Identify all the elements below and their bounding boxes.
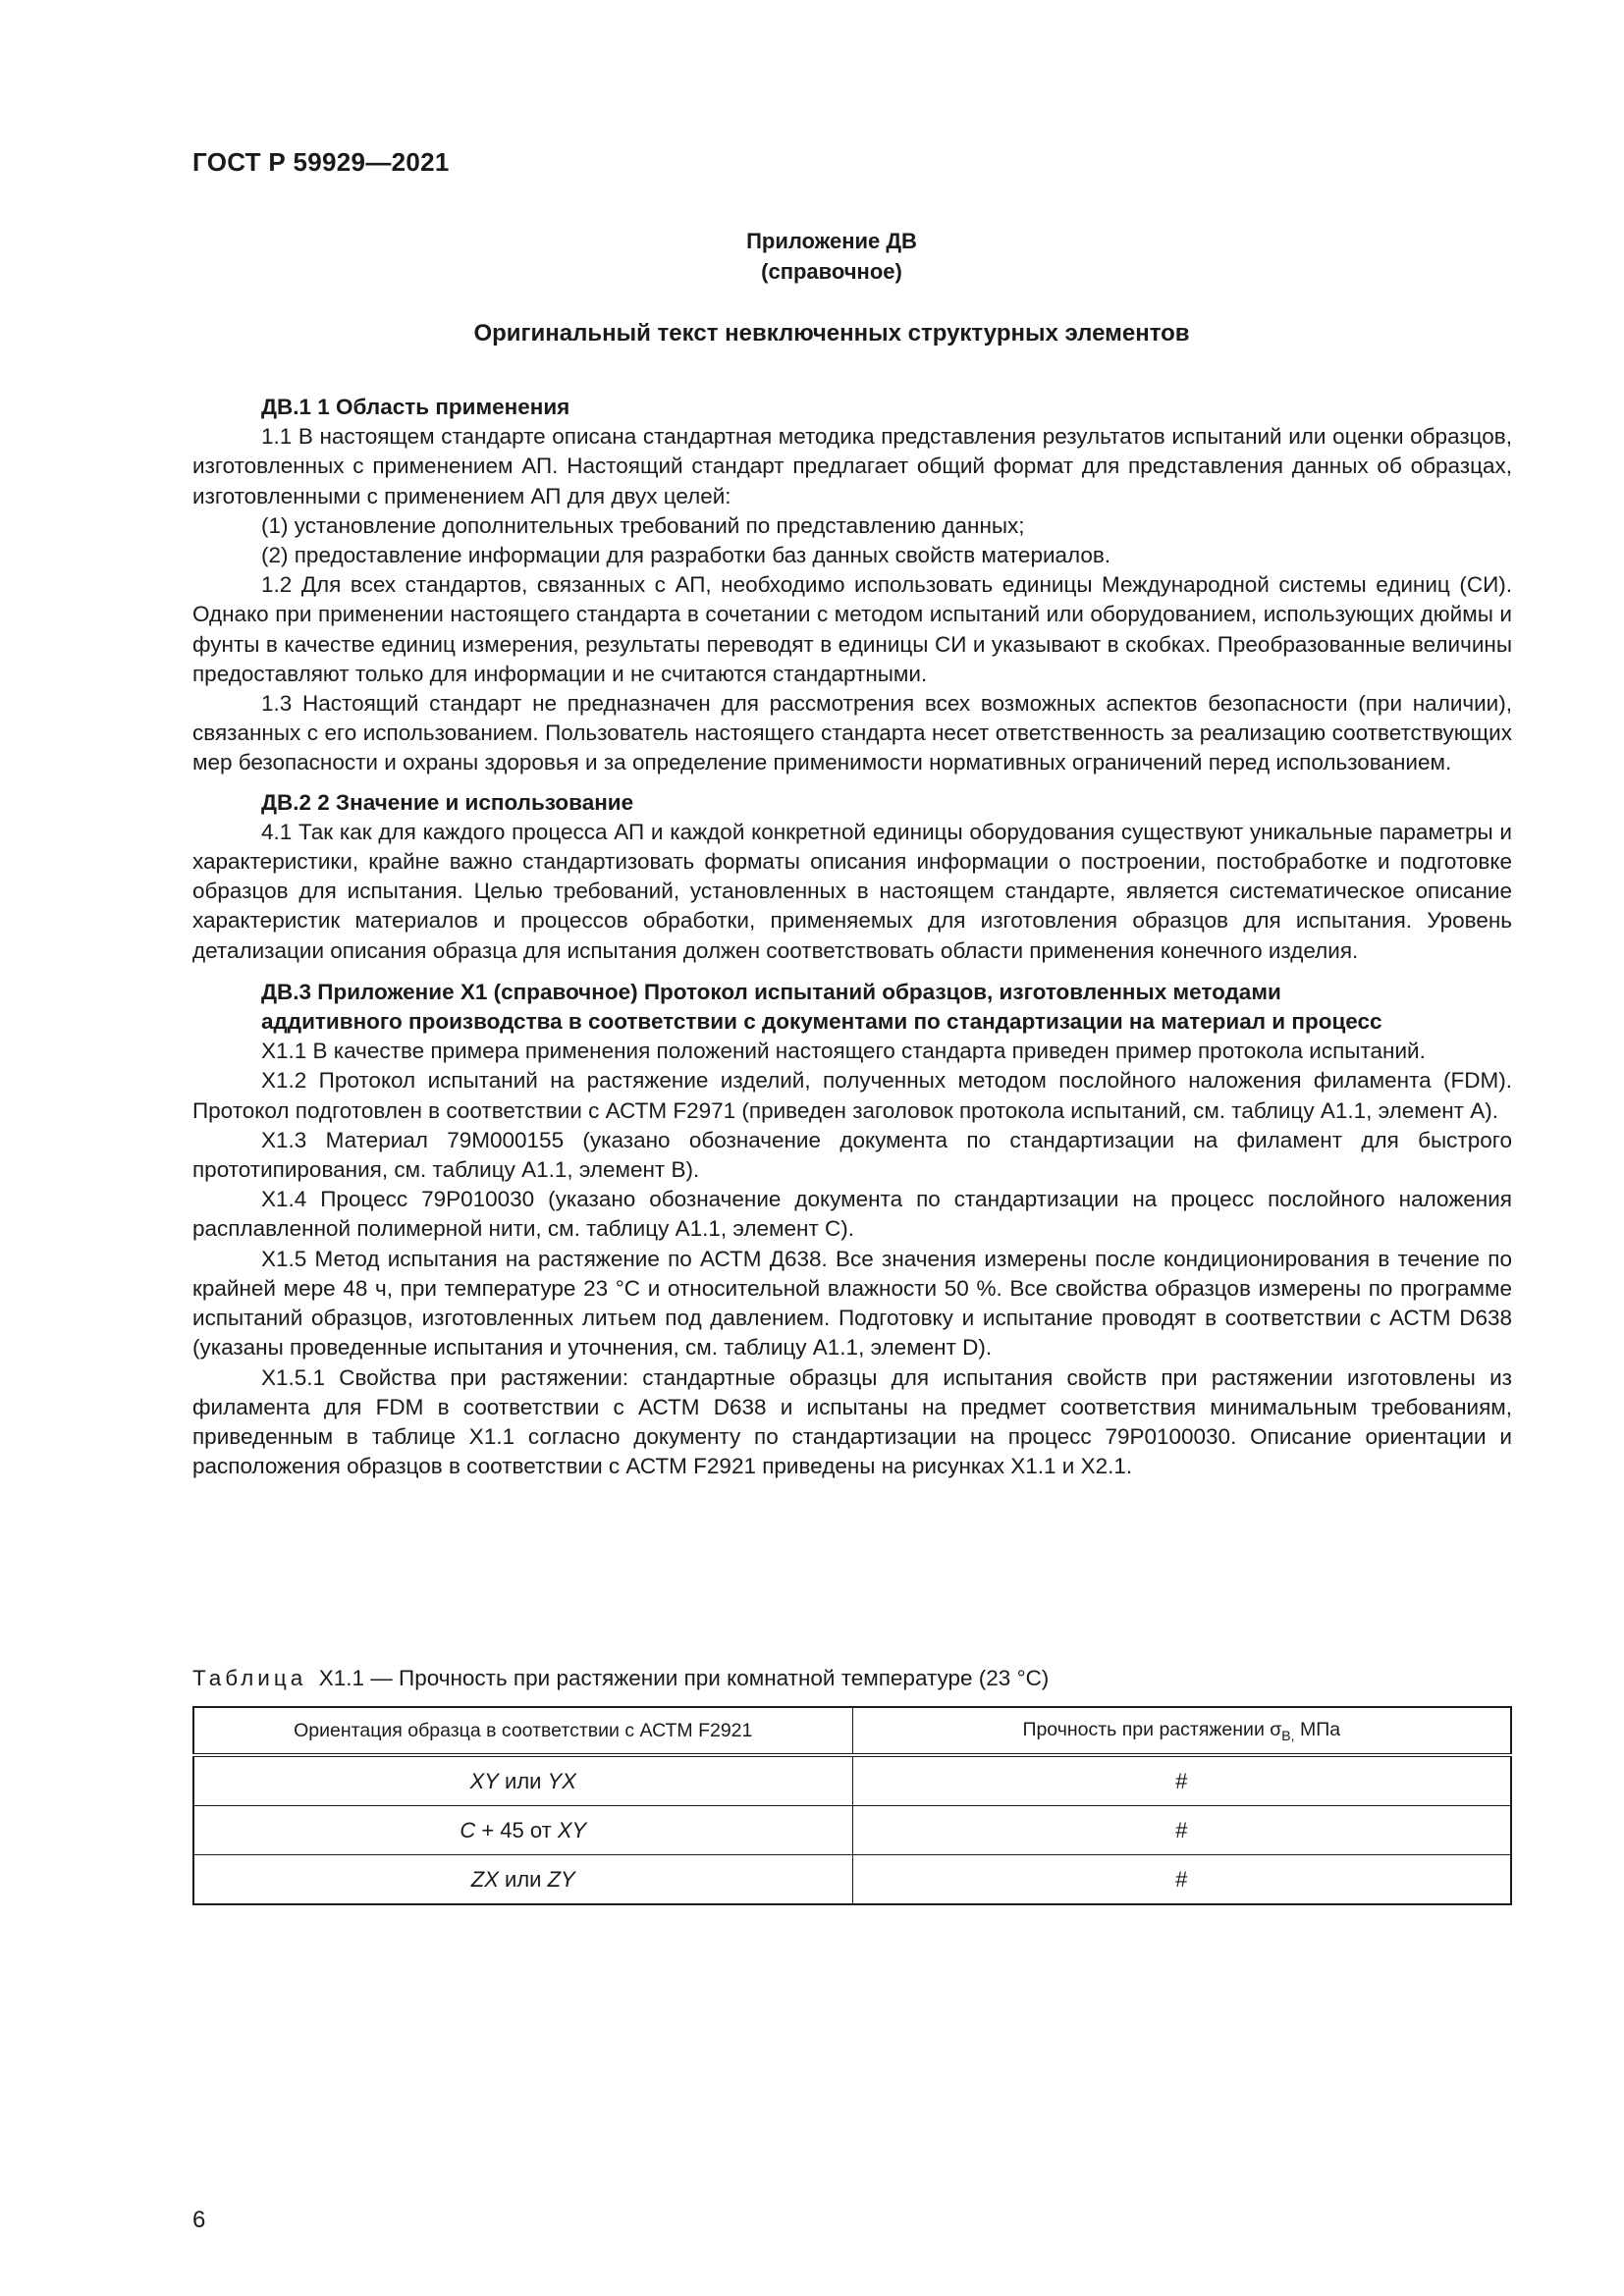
paragraph-x1-4: Х1.4 Процесс 79Р010030 (указано обозначение документа по стандартизации на процесс послойного наложения расплавленной полимерной нити, см. таблицу А1.1, элемент С). [192,1187,1512,1242]
list-item: (1) установление дополнительных требований по представлению данных; [261,512,1025,538]
orientation-cell [193,1755,852,1806]
orientation-b: ZY [547,1866,575,1892]
strength-cell: # [852,1806,1511,1855]
list-item: (2) предоставление информации для разработки баз данных свойств материалов. [261,543,1111,568]
paragraph-4-1: 4.1 Так как для каждого процесса АП и каждой конкретной единицы оборудования существуют уникальные параметры и характеристики, крайне важно стандартизовать форматы описания информации о построении, постобработке и подготовке образцов для испытания. Целью требований, установленных в настоящем стандарте, является систематическое описание характеристик материалов и процессов обработки, применяемых для изготовления образцов для испытания. Уровень детализации описания образца для испытания должен соответствовать области применения конечного изделия. [192,819,1512,963]
annex-name: Приложение ДВ [746,229,917,253]
section-heading-dv2: ДВ.2 2 Значение и использование [261,789,634,815]
tensile-strength-table [192,1706,1512,1905]
orientation-cell [193,1855,852,1905]
annex-status: (справочное) [761,259,902,284]
orientation-b: YX [547,1768,576,1793]
section-heading-dv3-line1: ДВ.3 Приложение Х1 (справочное) Протокол испытаний образцов, изготовленных методами [261,979,1281,1004]
paragraph-x1-2: Х1.2 Протокол испытаний на растяжение изделий, полученных методом послойного наложения филамента (FDM). Протокол подготовлен в соответствии с АСТМ F2971 (приведен заголовок протокола испытаний, см. таблицу А1.1, элемент А). [192,1068,1512,1123]
orientation-join: или [498,1866,548,1892]
document-code: ГОСТ Р 59929—2021 [192,147,450,177]
document-body [192,393,1512,1481]
table-row [193,1855,1511,1905]
paragraph-x1-1: Х1.1 В качестве примера применения положений настоящего стандарта приведен пример протокола испытаний. [261,1039,1426,1064]
orientation-a: C [460,1817,476,1842]
orientation-b: XY [557,1817,587,1842]
table-row [193,1806,1511,1855]
strength-header-unit: МПа [1294,1718,1341,1740]
section-heading-dv1: ДВ.1 1 Область применения [261,395,570,419]
section-heading-dv3 [192,978,1512,1037]
paragraph-1-3: 1.3 Настоящий стандарт не предназначен для рассмотрения всех возможных аспектов безопасности (при наличии), связанных с его использованием. Пользователь настоящего стандарта несет ответственность за реализацию соответствующих мер безопасности и охраны здоровья и за определение применимости нормативных ограничений перед использованием. [192,691,1512,775]
table-row [193,1755,1511,1806]
orientation-a: XY [469,1768,499,1793]
orientation-join: или [498,1768,548,1793]
strength-header-subscript: В, [1281,1727,1295,1743]
page-number: 6 [192,2207,206,2233]
column-header-orientation: Ориентация образца в соответствии с АСТМ F2921 [193,1707,852,1755]
section-heading-dv3-line2: аддитивного производства в соответствии с документами по стандартизации на материал и процесс [261,1009,1382,1035]
paragraph-x1-3: Х1.3 Материал 79М000155 (указано обозначение документа по стандартизации на филамент для быстрого прототипирования, см. таблицу А1.1, элемент В). [192,1127,1512,1183]
orientation-join: + 45 от [475,1817,558,1842]
paragraph-x1-5-1: Х1.5.1 Свойства при растяжении: стандартные образцы для испытания свойств при растяжении изготовлены из филамента для FDM в соответствии с АСТМ D638 и испытаны на предмет соответствия минимальным требованиям, приведенным в таблице Х1.1 согласно документу по стандартизации на процесс 79Р0100030. Описание ориентации и расположения образцов в соответствии с АСТМ F2921 приведены на рисунках Х1.1 и Х2.1. [192,1364,1512,1479]
table-caption [192,1666,1049,1691]
column-header-strength [852,1707,1511,1755]
strength-cell: # [852,1855,1511,1905]
paragraph-1-1: 1.1 В настоящем стандарте описана стандартная методика представления результатов испытаний или оценки образцов, изготовленных с применением АП. Настоящий стандарт предлагает общий формат для представления данных об образцах, изготовленными с применением АП для двух целей: [192,424,1512,508]
paragraph-x1-5: Х1.5 Метод испытания на растяжение по АСТМ Д638. Все значения измерены после кондиционирования в течение по крайней мере 48 ч, при температуре 23 °С и относительной влажности 50 %. Все свойства образцов измерены по программе испытаний образцов, изготовленных литьем под давлением. Подготовку и испытание проводят в соответствии с АСТМ D638 (указаны проведенные испытания и уточнения, см. таблицу А1.1, элемент D). [192,1246,1512,1361]
strength-header-text: Прочность при растяжении σ [1022,1718,1282,1740]
paragraph-1-2: 1.2 Для всех стандартов, связанных с АП, необходимо использовать единицы Международной системы единиц (СИ). Однако при применении настоящего стандарта в сочетании с методом испытаний или оборудованием, использующих дюймы и фунты в качестве единиц измерения, результаты переводят в единицы СИ и указывают в скобках. Преобразованные величины предоставляют только для информации и не считаются стандартными. [192,572,1512,686]
table-caption-text: Х1.1 — Прочность при растяжении при комнатной температуре (23 °С) [318,1666,1050,1690]
strength-cell: # [852,1755,1511,1806]
table-caption-word: Таблица [192,1666,307,1690]
annex-title [0,226,1624,287]
table-header-row [193,1707,1511,1755]
orientation-cell [193,1806,852,1855]
orientation-a: ZX [470,1866,499,1892]
main-heading: Оригинальный текст невключенных структурных элементов [473,320,1190,347]
